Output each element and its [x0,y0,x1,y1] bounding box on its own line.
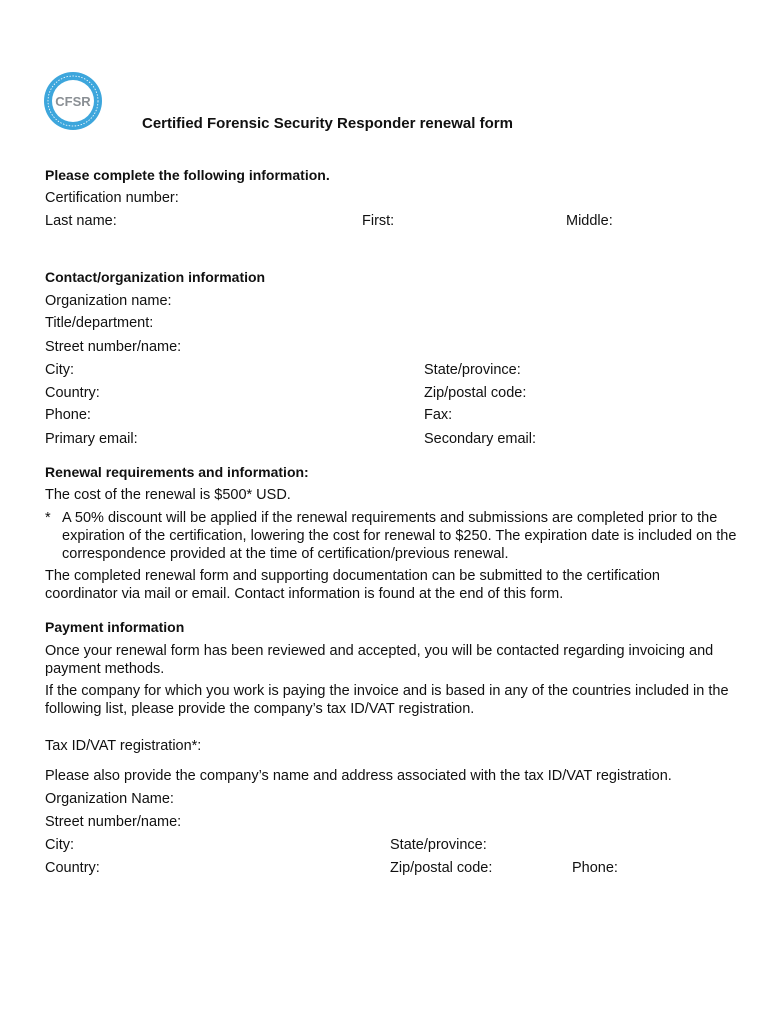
cfsr-logo [40,70,106,132]
payment-paragraph-1: Once your renewal form has been reviewed and accepted, you will be contacted regarding invoicing and payment methods. [45,643,714,677]
street-label: Street number/name: [45,339,182,355]
discount-note-text: A 50% discount will be applied if the renewal requirements and submissions are completed prior to the expiration of the certification, lowering the cost for renewal to $250. The expiration date is included on the correspondence provided at the time of certification/previous renewal. [62,510,737,562]
title-dept-label: Title/department: [45,315,154,331]
tax-state-label: State/province: [390,837,487,853]
contact-heading: Contact/organization information [45,269,266,285]
zip-label: Zip/postal code: [424,385,527,401]
tax-id-label: Tax ID/VAT registration*: [45,738,202,754]
tax-country-label: Country: [45,860,100,876]
payment-paragraph-2: If the company for which you work is paying the invoice and is based in any of the countries included in the following list, please provide the company’s tax ID/VAT registration. [45,683,729,717]
phone-label: Phone: [45,407,91,423]
secondary-email-label: Secondary email: [424,431,537,447]
first-name-label: First: [362,213,395,229]
city-label: City: [45,362,74,378]
tax-phone-label: Phone: [572,860,618,876]
payment-paragraph-3: Please also provide the company’s name and address associated with the tax ID/VAT registration. [45,768,672,784]
personal-heading: Please complete the following information. [45,167,330,183]
tax-city-label: City: [45,837,74,853]
form-title: Certified Forensic Security Responder renewal form [142,115,513,132]
submission-text: The completed renewal form and supporting documentation can be submitted to the certification coordinator via mail or email. Contact information is found at the end of this form. [45,568,660,602]
country-label: Country: [45,385,100,401]
tax-org-name-label: Organization Name: [45,791,174,807]
primary-email-label: Primary email: [45,431,138,447]
logo-text: CFSR [55,94,91,109]
renewal-cost: The cost of the renewal is $500* USD. [45,487,291,503]
note-asterisk: * [45,510,51,526]
org-name-label: Organization name: [45,293,172,309]
state-label: State/province: [424,362,521,378]
fax-label: Fax: [424,407,453,423]
middle-name-label: Middle: [566,213,613,229]
payment-heading: Payment information [45,619,185,635]
renewal-heading: Renewal requirements and information: [45,464,309,480]
tax-zip-label: Zip/postal code: [390,860,493,876]
last-name-label: Last name: [45,213,117,229]
cert-number-label: Certification number: [45,190,179,206]
tax-street-label: Street number/name: [45,814,182,830]
